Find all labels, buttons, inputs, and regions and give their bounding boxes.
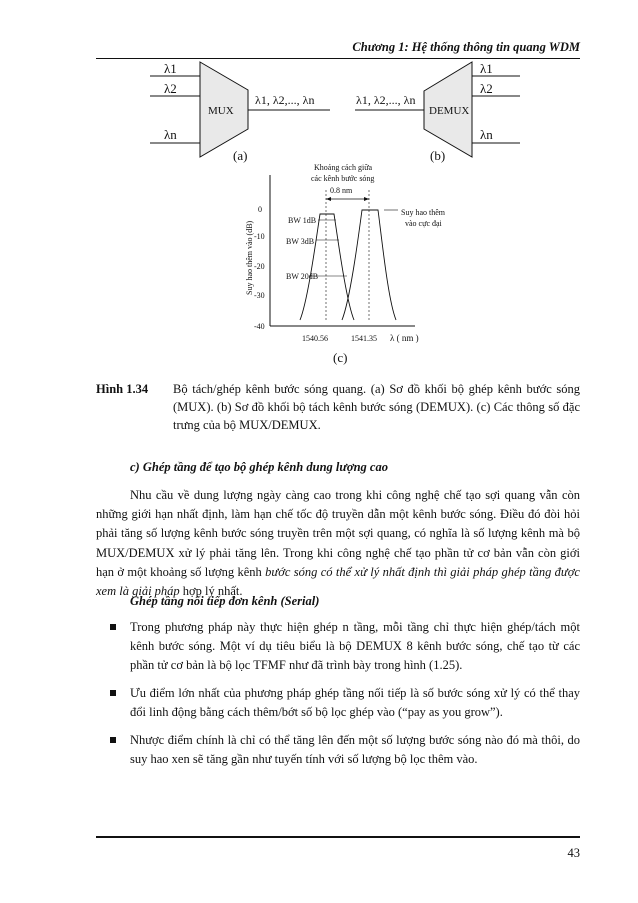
footer-rule xyxy=(96,836,580,838)
body-paragraph xyxy=(96,486,580,601)
mux-diagram xyxy=(150,61,330,163)
list-item xyxy=(96,618,580,675)
ytick-30: -30 xyxy=(254,291,265,300)
mux-input-n: λn xyxy=(164,127,177,142)
caption-label: Hình 1.34 xyxy=(96,382,149,396)
max-loss-label-2: vào cực đại xyxy=(405,219,442,228)
panel-c-label: (c) xyxy=(333,350,348,365)
mux-output: λ1, λ2,..., λn xyxy=(255,93,315,107)
bullet-square-icon xyxy=(110,690,116,696)
demux-input: λ1, λ2,..., λn xyxy=(356,93,416,107)
bw-3db-label: BW 3dB xyxy=(286,237,315,246)
xtick-2: 1541.35 xyxy=(351,334,377,343)
ytick-10: -10 xyxy=(254,232,265,241)
page-number: 43 xyxy=(567,846,580,860)
bw-1db-label: BW 1dB xyxy=(288,216,317,225)
mux-input-1: λ1 xyxy=(164,61,177,76)
mux-input-2: λ2 xyxy=(164,81,177,96)
figure-caption xyxy=(96,380,580,434)
max-loss-label-1: Suy hao thêm xyxy=(401,208,445,217)
demux-diagram xyxy=(355,61,520,163)
spacing-value: 0.8 nm xyxy=(330,186,353,195)
bullet-text: Nhược điểm chính là chỉ có thể tăng lên đến một số lượng bước sóng nào đó mà thôi, do suy hao xen sẽ tăng gần như tuyến tính với số lượng bộ lọc thêm vào. xyxy=(130,733,580,766)
bw-20db-label: BW 20dB xyxy=(286,272,319,281)
bullet-text: Ưu điểm lớn nhất của phương pháp ghép tầng nối tiếp là số bước sóng xử lý có thể thay đổi linh động bằng cách thêm/bớt số bộ lọc ghép vào (“pay as you grow”). xyxy=(130,686,580,719)
mux-label: MUX xyxy=(208,105,234,117)
spectrum-plot xyxy=(245,163,446,365)
demux-output-2: λ2 xyxy=(480,81,493,96)
demux-output-1: λ1 xyxy=(480,61,493,76)
spacing-label-2: các kênh bước sóng xyxy=(311,174,375,183)
ytick-0: 0 xyxy=(258,205,262,214)
caption-text: Bộ tách/ghép kênh bước sóng quang. (a) Sơ đồ khối bộ ghép kênh bước sóng (MUX). (b) Sơ đồ khối bộ tách kênh bước sóng (DEMUX). (c) Các thông số đặc trưng của bộ MUX/DEMUX. xyxy=(173,382,580,432)
figure-mux-demux xyxy=(0,55,638,380)
spacing-label-1: Khoảng cách giữa xyxy=(314,163,373,172)
panel-b-label: (b) xyxy=(430,148,446,163)
y-axis-label: Suy hao thêm vào (dB) xyxy=(245,220,254,295)
channel-1-curve xyxy=(300,214,354,320)
demux-output-n: λn xyxy=(480,127,493,142)
section-title: c) Ghép tầng để tạo bộ ghép kênh dung lượng cao xyxy=(130,460,388,474)
chapter-header: Chương 1: Hệ thống thông tin quang WDM xyxy=(352,40,580,54)
bullet-square-icon xyxy=(110,737,116,743)
bullet-list xyxy=(96,618,580,778)
subsection-title: Ghép tầng nối tiếp đơn kênh (Serial) xyxy=(130,594,320,608)
ytick-20: -20 xyxy=(254,262,265,271)
list-item xyxy=(96,731,580,769)
paragraph-tail: hợp lý nhất. xyxy=(179,584,243,599)
paragraph-normal: Nhu cầu về dung lượng ngày càng cao trong khi công nghệ chế tạo sợi quang vẫn còn những giới hạn nhất định, làm hạn chế tốc độ truyền dẫn một kênh bước sóng. Điều đó đòi hỏi phải tăng số lượng kênh bước sóng truyền trên một sợi quang, có nghĩa là số lượng kênh mà bộ MUX/DEMUX xử lý phải tăng lên. Trong khi công nghệ chế tạo phần tử cơ bản vẫn còn giới hạn ở một khoảng số lượng kênh xyxy=(96,488,580,579)
xtick-1: 1540.56 xyxy=(302,334,328,343)
bullet-square-icon xyxy=(110,624,116,630)
x-unit: λ ( nm ) xyxy=(390,333,419,343)
paragraph-italic: bước sóng có thể xử lý nhất định thì giải pháp ghép tầng được xem là giải pháp xyxy=(96,564,580,599)
demux-label: DEMUX xyxy=(429,105,470,117)
ytick-40: -40 xyxy=(254,322,265,331)
bullet-text: Trong phương pháp này thực hiện ghép n tầng, mỗi tầng chỉ thực hiện ghép/tách một kênh bước sóng. Một ví dụ tiêu biểu là bộ DEMUX 8 kênh bước sóng, chế tạo từ các phần tử cơ bản là bộ lọc TFMF như đã trình bày trong hình (1.25). xyxy=(130,620,580,672)
panel-a-label: (a) xyxy=(233,148,248,163)
list-item xyxy=(96,684,580,722)
